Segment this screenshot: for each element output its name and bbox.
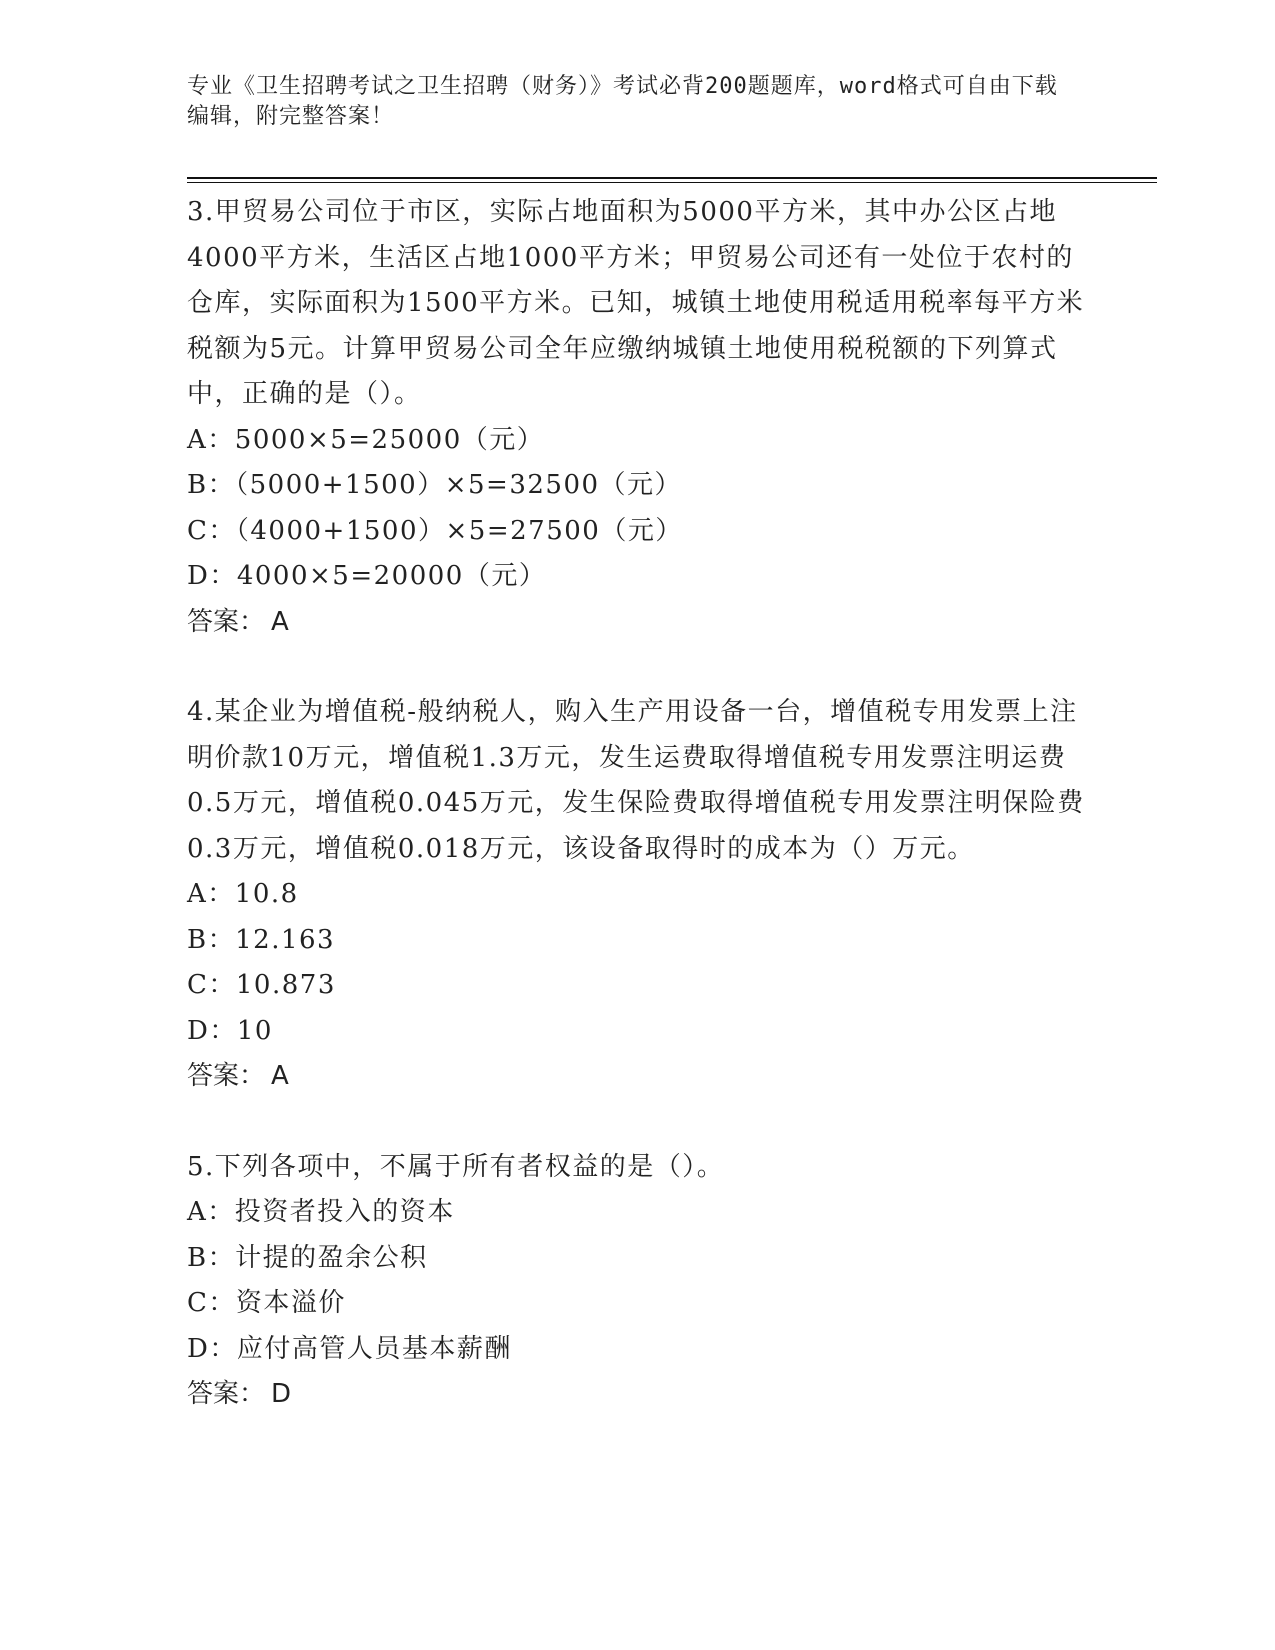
option-a: A：投资者投入的资本 (187, 1197, 455, 1227)
answer-value: A (271, 606, 289, 637)
option-a: A：5000×5=25000（元） (187, 424, 545, 455)
option-d: D：4000×5=20000（元） (187, 561, 547, 591)
question-3 (187, 190, 1087, 645)
option-c: C：（4000+1500）×5=27500（元） (187, 515, 683, 546)
answer-label: 答案： (187, 1379, 266, 1409)
option-b: B：计提的盈余公积 (187, 1242, 428, 1273)
question-stem: 3.甲贸易公司位于市区，实际占地面积为5000平方米，其中办公区占地4000平方米，生活区占地1000平方米；甲贸易公司还有一处位于农村的仓库，实际面积为1500平方米。已知，城镇土地使用税适用税率每平方米税额为5元。计算甲贸易公司全年应缴纳城镇土地使用税税额的下列算式中，正确的是（）。 (187, 197, 1085, 409)
header-rule (187, 177, 1157, 179)
option-c: C：10.873 (187, 970, 336, 1000)
question-list (187, 190, 1087, 1463)
answer-label: 答案： (187, 1061, 266, 1091)
answer-label: 答案： (187, 606, 266, 637)
answer-line (187, 600, 1087, 646)
answer-value: A (271, 1061, 289, 1091)
option-b: B：（5000+1500）×5=32500（元） (187, 470, 683, 500)
option-b: B：12.163 (187, 924, 336, 955)
answer-line (187, 1054, 1087, 1100)
option-a: A：10.8 (187, 879, 299, 909)
question-5 (187, 1145, 1087, 1418)
option-c: C：资本溢价 (187, 1288, 346, 1318)
option-d: D：10 (187, 1015, 273, 1046)
answer-line (187, 1372, 1087, 1418)
document-header: 专业《卫生招聘考试之卫生招聘（财务）》考试必背200题题库，word格式可自由下载编辑，附完整答案！ (187, 74, 1058, 129)
header-rule-thin (187, 182, 1157, 183)
question-stem: 4.某企业为增值税-般纳税人，购入生产用设备一台，增值税专用发票上注明价款10万元，增值税1.3万元，发生运费取得增值税专用发票注明运费0.5万元，增值税0.045万元，发生保险费取得增值税专用发票注明保险费0.3万元，增值税0.018万元，该设备取得时的成本为（）万元。 (187, 697, 1085, 864)
question-4 (187, 690, 1087, 1100)
answer-value: D (271, 1379, 292, 1409)
option-d: D：应付高管人员基本薪酬 (187, 1333, 512, 1364)
question-stem: 5.下列各项中，不属于所有者权益的是（）。 (187, 1151, 725, 1182)
